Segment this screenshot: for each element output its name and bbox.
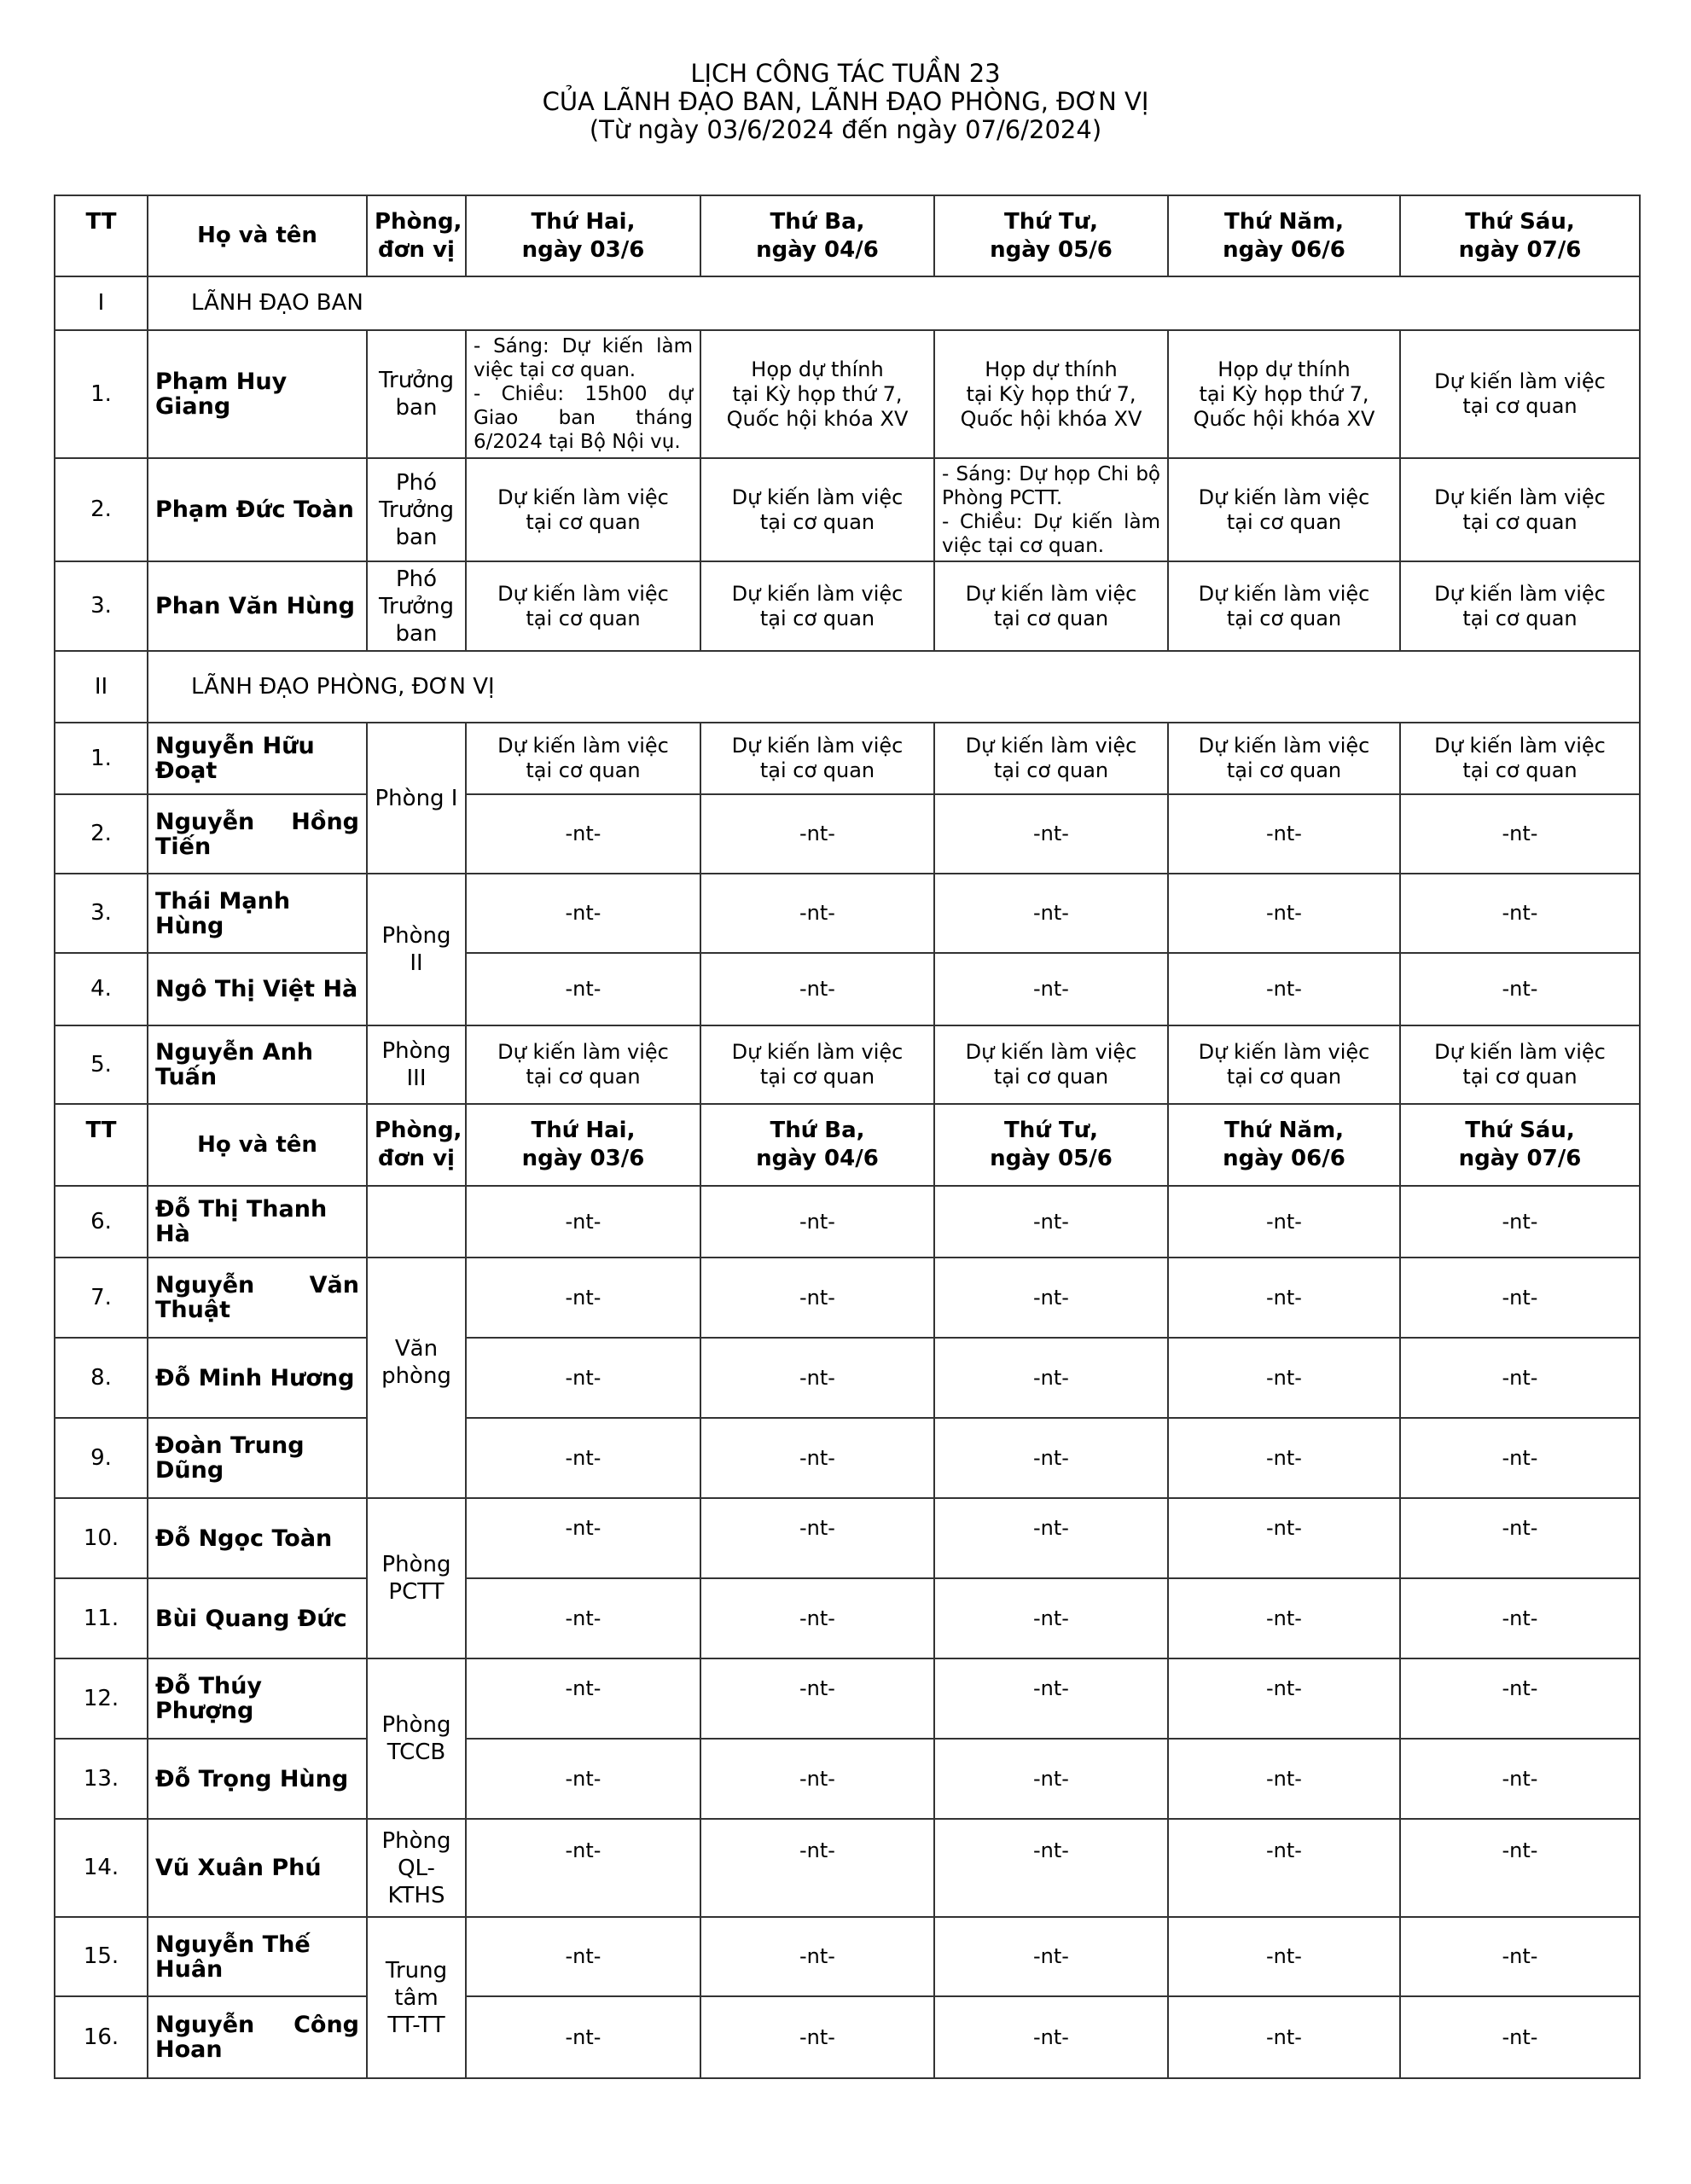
schedule-cell: -nt- <box>466 1739 700 1819</box>
schedule-cell: Dự kiến làm việc tại cơ quan <box>700 561 934 651</box>
schedule-cell: -nt- <box>1168 1186 1400 1258</box>
table-row <box>55 1739 1640 1819</box>
schedule-cell: -nt- <box>1168 794 1400 874</box>
schedule-cell: - Sáng: Dự họp Chi bộ Phòng PCTT. - Chiều: Dự kiến làm việc tại cơ quan. <box>934 458 1168 561</box>
schedule-cell: -nt- <box>466 1658 700 1739</box>
person-name: Nguyễn Công Hoan <box>148 1996 367 2078</box>
schedule-cell: - Sáng: Dự kiến làm việc tại cơ quan. - Chiều: 15h00 dự Giao ban tháng 6/2024 tại Bộ Nội vụ. <box>466 330 700 458</box>
schedule-cell: -nt- <box>466 1418 700 1498</box>
title-line-3: (Từ ngày 03/6/2024 đến ngày 07/6/2024) <box>589 115 1102 144</box>
dept-cell: Phòng III <box>367 1025 466 1104</box>
schedule-cell: -nt- <box>700 1658 934 1739</box>
schedule-cell: -nt- <box>934 1186 1168 1258</box>
schedule-cell: -nt- <box>1168 874 1400 953</box>
row-number: 14. <box>55 1819 148 1917</box>
table-row <box>55 1658 1640 1739</box>
person-name: Phạm Đức Toàn <box>148 458 367 561</box>
col-name: Họ và tên <box>148 1104 367 1186</box>
schedule-cell: Dự kiến làm việc tại cơ quan <box>1168 1025 1400 1104</box>
dept-cell: Phó Trưởng ban <box>367 561 466 651</box>
schedule-cell: -nt- <box>1400 794 1640 874</box>
schedule-cell: Dự kiến làm việc tại cơ quan <box>466 723 700 794</box>
person-name: Đỗ Ngọc Toàn <box>148 1498 367 1578</box>
schedule-cell: -nt- <box>700 1186 934 1258</box>
schedule-cell: Dự kiến làm việc tại cơ quan <box>700 458 934 561</box>
section-row <box>55 276 1640 330</box>
row-number: 5. <box>55 1025 148 1104</box>
row-number: 1. <box>55 330 148 458</box>
schedule-cell: -nt- <box>700 1819 934 1917</box>
col-mon: Thứ Hai, ngày 03/6 <box>466 195 700 276</box>
dept-cell: Phòng QL- KTHS <box>367 1819 466 1917</box>
table-row <box>55 1186 1640 1258</box>
dept-cell: Văn phòng <box>367 1258 466 1498</box>
document-header <box>0 60 1691 144</box>
schedule-cell: Họp dự thính tại Kỳ họp thứ 7, Quốc hội khóa XV <box>1168 330 1400 458</box>
col-fri: Thứ Sáu, ngày 07/6 <box>1400 195 1640 276</box>
col-tue: Thứ Ba, ngày 04/6 <box>700 1104 934 1186</box>
row-number: 1. <box>55 723 148 794</box>
row-number: 16. <box>55 1996 148 2078</box>
col-tt: TT <box>55 195 148 276</box>
schedule-cell: Dự kiến làm việc tại cơ quan <box>934 561 1168 651</box>
schedule-cell: -nt- <box>934 1258 1168 1338</box>
schedule-cell: -nt- <box>700 1338 934 1418</box>
schedule-cell: -nt- <box>700 1498 934 1578</box>
schedule-cell: -nt- <box>934 953 1168 1025</box>
schedule-cell: -nt- <box>466 1917 700 1996</box>
table-row <box>55 953 1640 1025</box>
dept-cell: Phòng II <box>367 874 466 1025</box>
person-name: Đoàn Trung Dũng <box>148 1418 367 1498</box>
table-row <box>55 561 1640 651</box>
schedule-cell: -nt- <box>1400 1819 1640 1917</box>
schedule-cell: -nt- <box>1168 1996 1400 2078</box>
dept-cell: Phó Trưởng ban <box>367 458 466 561</box>
col-tue: Thứ Ba, ngày 04/6 <box>700 195 934 276</box>
schedule-cell: -nt- <box>934 794 1168 874</box>
schedule-cell: -nt- <box>934 1578 1168 1658</box>
schedule-cell: Họp dự thính tại Kỳ họp thứ 7, Quốc hội khóa XV <box>934 330 1168 458</box>
row-number: 15. <box>55 1917 148 1996</box>
schedule-cell: Dự kiến làm việc tại cơ quan <box>1400 561 1640 651</box>
schedule-cell: -nt- <box>466 1819 700 1917</box>
col-thu: Thứ Năm, ngày 06/6 <box>1168 1104 1400 1186</box>
schedule-cell: -nt- <box>1400 1418 1640 1498</box>
table-header-row <box>55 195 1640 276</box>
schedule-cell: -nt- <box>1168 1338 1400 1418</box>
person-name: Nguyễn Hữu Đoạt <box>148 723 367 794</box>
table-row <box>55 1418 1640 1498</box>
schedule-cell: -nt- <box>1400 1338 1640 1418</box>
col-mon: Thứ Hai, ngày 03/6 <box>466 1104 700 1186</box>
schedule-cell: -nt- <box>1168 1498 1400 1578</box>
schedule-cell: -nt- <box>466 1996 700 2078</box>
col-dept: Phòng, đơn vị <box>367 195 466 276</box>
table-row <box>55 723 1640 794</box>
schedule-cell: -nt- <box>934 1739 1168 1819</box>
schedule-cell: -nt- <box>700 1418 934 1498</box>
person-name: Nguyễn Anh Tuấn <box>148 1025 367 1104</box>
schedule-cell: Dự kiến làm việc tại cơ quan <box>1168 458 1400 561</box>
schedule-cell: Họp dự thính tại Kỳ họp thứ 7, Quốc hội khóa XV <box>700 330 934 458</box>
person-name: Nguyễn Thế Huân <box>148 1917 367 1996</box>
schedule-cell: -nt- <box>700 1739 934 1819</box>
person-name: Nguyễn Hồng Tiến <box>148 794 367 874</box>
person-name: Phan Văn Hùng <box>148 561 367 651</box>
schedule-cell: -nt- <box>466 1578 700 1658</box>
col-name: Họ và tên <box>148 195 367 276</box>
schedule-cell: -nt- <box>1400 1917 1640 1996</box>
row-number: 12. <box>55 1658 148 1739</box>
schedule-cell: -nt- <box>1400 1186 1640 1258</box>
person-name: Đỗ Thúy Phượng <box>148 1658 367 1739</box>
schedule-cell: -nt- <box>700 874 934 953</box>
schedule-cell: -nt- <box>1400 1996 1640 2078</box>
table-row <box>55 330 1640 458</box>
schedule-cell: Dự kiến làm việc tại cơ quan <box>1400 1025 1640 1104</box>
schedule-cell: -nt- <box>934 1418 1168 1498</box>
schedule-cell: -nt- <box>466 874 700 953</box>
section-number: II <box>55 651 148 723</box>
person-name: Đỗ Trọng Hùng <box>148 1739 367 1819</box>
schedule-cell: Dự kiến làm việc tại cơ quan <box>934 1025 1168 1104</box>
schedule-cell: -nt- <box>934 1996 1168 2078</box>
schedule-cell: -nt- <box>700 1258 934 1338</box>
schedule-cell: Dự kiến làm việc tại cơ quan <box>700 1025 934 1104</box>
row-number: 6. <box>55 1186 148 1258</box>
row-number: 10. <box>55 1498 148 1578</box>
table-row <box>55 458 1640 561</box>
schedule-cell: -nt- <box>934 1658 1168 1739</box>
col-fri: Thứ Sáu, ngày 07/6 <box>1400 1104 1640 1186</box>
row-number: 13. <box>55 1739 148 1819</box>
table-row <box>55 874 1640 953</box>
table-row <box>55 1498 1640 1578</box>
col-dept: Phòng, đơn vị <box>367 1104 466 1186</box>
schedule-cell: -nt- <box>934 1498 1168 1578</box>
person-name: Ngô Thị Việt Hà <box>148 953 367 1025</box>
schedule-cell: -nt- <box>934 874 1168 953</box>
schedule-cell: -nt- <box>1168 1819 1400 1917</box>
table-row <box>55 1917 1640 1996</box>
schedule-cell: -nt- <box>934 1819 1168 1917</box>
row-number: 11. <box>55 1578 148 1658</box>
schedule-cell: -nt- <box>700 1917 934 1996</box>
row-number: 3. <box>55 561 148 651</box>
schedule-cell: -nt- <box>1400 953 1640 1025</box>
section-label: LÃNH ĐẠO PHÒNG, ĐƠN VỊ <box>148 651 1640 723</box>
table-row <box>55 794 1640 874</box>
table-row <box>55 1996 1640 2078</box>
schedule-table <box>54 195 1641 2079</box>
person-name: Nguyễn Văn Thuật <box>148 1258 367 1338</box>
schedule-cell: Dự kiến làm việc tại cơ quan <box>466 458 700 561</box>
schedule-cell: -nt- <box>1400 1258 1640 1338</box>
dept-cell: Trưởng ban <box>367 330 466 458</box>
person-name: Phạm Huy Giang <box>148 330 367 458</box>
table-row <box>55 1338 1640 1418</box>
schedule-cell: -nt- <box>466 1258 700 1338</box>
row-number: 3. <box>55 874 148 953</box>
schedule-cell: -nt- <box>1168 1739 1400 1819</box>
table-header-row-repeat <box>55 1104 1640 1186</box>
section-label: LÃNH ĐẠO BAN <box>148 276 1640 330</box>
dept-cell: Phòng TCCB <box>367 1658 466 1819</box>
title-line-1: LỊCH CÔNG TÁC TUẦN 23 <box>690 59 1001 88</box>
schedule-cell: Dự kiến làm việc tại cơ quan <box>1400 458 1640 561</box>
schedule-cell: -nt- <box>1168 1917 1400 1996</box>
person-name: Thái Mạnh Hùng <box>148 874 367 953</box>
person-name: Đỗ Minh Hương <box>148 1338 367 1418</box>
schedule-cell: -nt- <box>1168 1418 1400 1498</box>
dept-cell <box>367 1186 466 1258</box>
schedule-cell: -nt- <box>700 1578 934 1658</box>
row-number: 2. <box>55 458 148 561</box>
schedule-cell: Dự kiến làm việc tại cơ quan <box>466 561 700 651</box>
schedule-cell: -nt- <box>1168 1258 1400 1338</box>
schedule-cell: -nt- <box>1168 1578 1400 1658</box>
schedule-cell: -nt- <box>1168 1658 1400 1739</box>
section-row <box>55 651 1640 723</box>
schedule-cell: -nt- <box>1400 1578 1640 1658</box>
schedule-cell: Dự kiến làm việc tại cơ quan <box>1168 723 1400 794</box>
table-row <box>55 1025 1640 1104</box>
table-row <box>55 1258 1640 1338</box>
schedule-cell: -nt- <box>700 953 934 1025</box>
schedule-cell: -nt- <box>466 794 700 874</box>
schedule-cell: Dự kiến làm việc tại cơ quan <box>1400 723 1640 794</box>
schedule-cell: -nt- <box>1400 1739 1640 1819</box>
schedule-cell: -nt- <box>1400 1498 1640 1578</box>
col-thu: Thứ Năm, ngày 06/6 <box>1168 195 1400 276</box>
col-wed: Thứ Tư, ngày 05/6 <box>934 195 1168 276</box>
section-number: I <box>55 276 148 330</box>
dept-cell: Phòng PCTT <box>367 1498 466 1658</box>
dept-cell: Trung tâm TT-TT <box>367 1917 466 2078</box>
schedule-cell: -nt- <box>700 794 934 874</box>
row-number: 8. <box>55 1338 148 1418</box>
schedule-cell: -nt- <box>934 1917 1168 1996</box>
table-row <box>55 1578 1640 1658</box>
person-name: Vũ Xuân Phú <box>148 1819 367 1917</box>
schedule-cell: -nt- <box>466 953 700 1025</box>
schedule-cell: Dự kiến làm việc tại cơ quan <box>700 723 934 794</box>
person-name: Đỗ Thị Thanh Hà <box>148 1186 367 1258</box>
schedule-cell: -nt- <box>1168 953 1400 1025</box>
schedule-cell: Dự kiến làm việc tại cơ quan <box>1400 330 1640 458</box>
schedule-cell: Dự kiến làm việc tại cơ quan <box>466 1025 700 1104</box>
row-number: 4. <box>55 953 148 1025</box>
schedule-cell: -nt- <box>466 1186 700 1258</box>
col-tt: TT <box>55 1104 148 1186</box>
row-number: 9. <box>55 1418 148 1498</box>
dept-cell: Phòng I <box>367 723 466 874</box>
schedule-cell: Dự kiến làm việc tại cơ quan <box>1168 561 1400 651</box>
schedule-cell: -nt- <box>1400 1658 1640 1739</box>
schedule-cell: -nt- <box>466 1338 700 1418</box>
schedule-cell: -nt- <box>934 1338 1168 1418</box>
row-number: 2. <box>55 794 148 874</box>
schedule-cell: Dự kiến làm việc tại cơ quan <box>934 723 1168 794</box>
schedule-cell: -nt- <box>700 1996 934 2078</box>
title-line-2: CỦA LÃNH ĐẠO BAN, LÃNH ĐẠO PHÒNG, ĐƠN VỊ <box>542 87 1149 116</box>
schedule-cell: -nt- <box>1400 874 1640 953</box>
table-row <box>55 1819 1640 1917</box>
schedule-cell: -nt- <box>466 1498 700 1578</box>
row-number: 7. <box>55 1258 148 1338</box>
person-name: Bùi Quang Đức <box>148 1578 367 1658</box>
col-wed: Thứ Tư, ngày 05/6 <box>934 1104 1168 1186</box>
